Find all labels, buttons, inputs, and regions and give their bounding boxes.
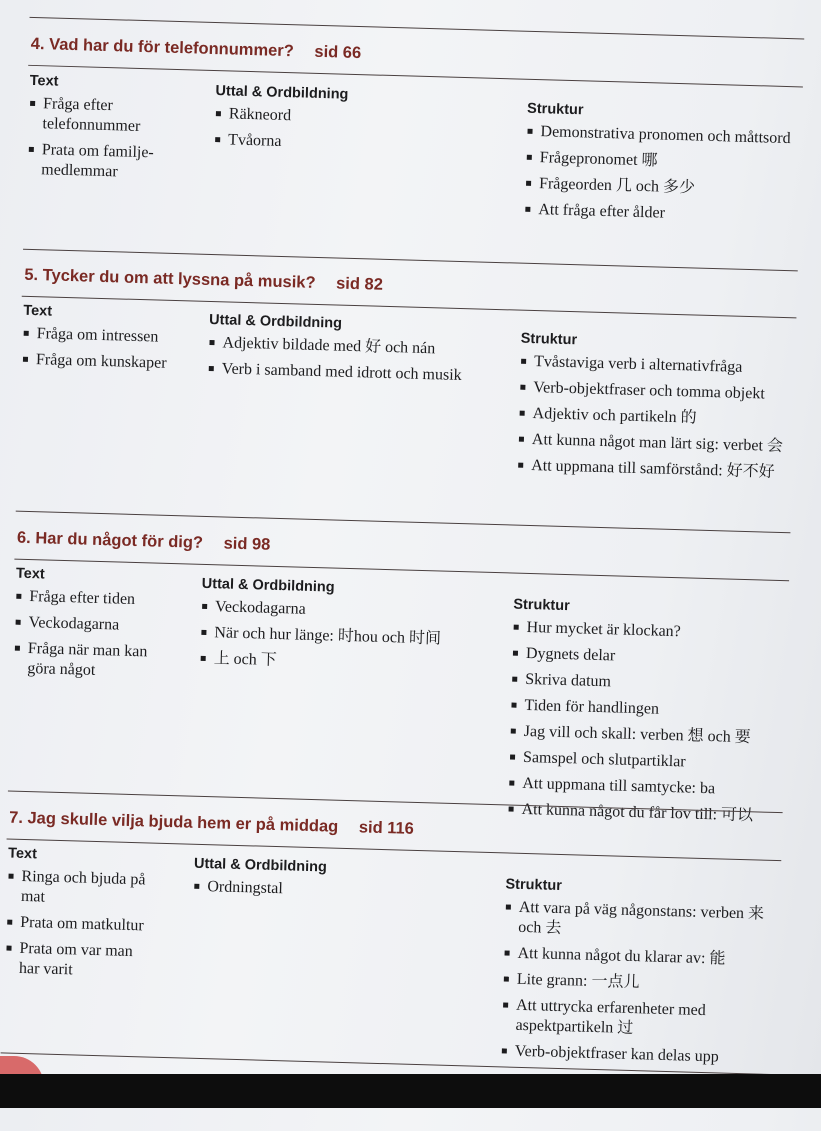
column-header: Uttal & Ordbildning bbox=[201, 575, 335, 596]
lesson-number: 4. bbox=[30, 34, 45, 54]
list-item: Räkneord bbox=[215, 104, 505, 132]
lesson-heading bbox=[24, 266, 383, 295]
lesson-title: Jag skulle vilja bjuda hem er på middag bbox=[27, 809, 339, 836]
list-item: Demonstrativa pronomen och måttsord bbox=[526, 122, 801, 150]
lesson-number: 6. bbox=[16, 528, 32, 548]
lesson-heading bbox=[9, 809, 414, 839]
column-header: Uttal & Ordbildning bbox=[193, 855, 328, 876]
list-item: Fråga om kunskaper bbox=[22, 350, 172, 374]
list-item: Att kunna något man lärt sig: verbet 会 bbox=[518, 430, 793, 458]
column-header: Struktur bbox=[505, 876, 563, 895]
list-item: Fråga efter tiden bbox=[15, 587, 165, 611]
section-rule bbox=[30, 17, 805, 40]
lesson-title: Tycker du om att lyssna på musik? bbox=[42, 266, 316, 292]
struktur-column bbox=[500, 876, 780, 1075]
list-item: Verb-objektfraser och tomma objekt bbox=[519, 378, 794, 406]
list-item: Jag vill och skall: verben 想 och 要 bbox=[509, 722, 784, 750]
text-column bbox=[27, 73, 180, 190]
column-header: Struktur bbox=[526, 100, 584, 119]
column-header: Text bbox=[23, 302, 53, 320]
lesson-page: sid 66 bbox=[314, 42, 362, 63]
list-item: Att kunna något du klarar av: 能 bbox=[503, 943, 778, 971]
bottom-edge bbox=[0, 1074, 821, 1108]
column-header: Text bbox=[7, 845, 38, 863]
section-rule bbox=[16, 511, 791, 534]
list-item: Fråga om intressen bbox=[22, 324, 172, 348]
list-item: Tvåstaviga verb i alternativfråga bbox=[520, 352, 795, 380]
list-item: Prata om var man har varit bbox=[5, 939, 156, 983]
list-item: Skriva datum bbox=[511, 670, 786, 698]
column-header: Uttal & Ordbildning bbox=[208, 311, 343, 332]
list-item: Fråga när man kan göra något bbox=[13, 639, 164, 683]
lesson-page: sid 82 bbox=[335, 274, 384, 294]
list-item: Att uppmana till samtycke: ba bbox=[508, 774, 783, 802]
list-item: Att kunna något du får lov till: 可以 bbox=[507, 799, 782, 827]
column-header: Struktur bbox=[520, 330, 578, 349]
list-item: Att uppmana till samförstånd: 好不好 bbox=[517, 456, 792, 484]
lesson-heading bbox=[17, 529, 271, 555]
uttal-column bbox=[214, 83, 506, 164]
lesson-heading bbox=[31, 35, 362, 63]
list-item: Ordningstal bbox=[193, 877, 483, 905]
lesson-page: sid 98 bbox=[223, 534, 271, 554]
list-item: Prata om matkultur bbox=[6, 913, 156, 937]
lesson-page: sid 116 bbox=[358, 818, 415, 838]
list-item: Frågeorden 几 och 多少 bbox=[525, 174, 800, 202]
list-item: Frågepronomet 哪 bbox=[526, 148, 801, 176]
list-item: Samspel och slutpartiklar bbox=[509, 748, 784, 776]
column-header: Text bbox=[29, 72, 59, 90]
list-item: När och hur länge: 时hou och 时间 bbox=[200, 623, 490, 651]
list-item: Ringa och bjuda på mat bbox=[7, 867, 158, 911]
list-item: Att uttrycka erfarenheter med aspektpartikeln 过 bbox=[501, 995, 777, 1043]
list-item: Veckodagarna bbox=[14, 613, 164, 637]
lesson-number: 5. bbox=[24, 265, 39, 285]
list-item: Adjektiv och partikeln 的 bbox=[518, 404, 793, 432]
list-item: Verb-objektfraser kan delas upp bbox=[501, 1041, 776, 1069]
list-item: Lite grann: 一点儿 bbox=[503, 969, 778, 997]
uttal-column bbox=[207, 312, 499, 393]
lesson-title: Har du något för dig? bbox=[35, 529, 204, 552]
text-column bbox=[5, 846, 159, 989]
column-header: Uttal & Ordbildning bbox=[215, 83, 349, 103]
list-item: Att fråga efter ålder bbox=[524, 200, 799, 228]
section-rule bbox=[23, 249, 798, 272]
list-item: Prata om familje-medlemmar bbox=[27, 140, 178, 184]
struktur-column bbox=[517, 331, 796, 490]
uttal-column bbox=[193, 856, 484, 911]
list-item: Veckodagarna bbox=[201, 597, 491, 625]
list-item: Hur mycket är klockan? bbox=[512, 618, 787, 646]
text-column bbox=[13, 566, 166, 689]
column-header: Struktur bbox=[513, 596, 570, 615]
list-item: Att vara på väg någonstans: verben 来 och 去 bbox=[504, 897, 780, 945]
list-item: Tvåorna bbox=[214, 130, 504, 158]
list-item: Dygnets delar bbox=[512, 644, 787, 672]
list-item: Fråga efter telefonnummer bbox=[28, 94, 179, 138]
lesson-title: Vad har du för telefonnummer? bbox=[48, 35, 295, 61]
uttal-column bbox=[199, 576, 492, 683]
list-item: Verb i samband med idrott och musik bbox=[208, 359, 498, 387]
list-item: Tiden för handlingen bbox=[510, 696, 785, 724]
column-header: Text bbox=[15, 565, 45, 583]
list-item: Adjektiv bildade med 好 och nán bbox=[208, 333, 498, 361]
lesson-5 bbox=[23, 241, 788, 481]
lesson-4 bbox=[29, 1, 795, 222]
lesson-number: 7. bbox=[8, 808, 24, 827]
struktur-column bbox=[507, 597, 788, 834]
struktur-column bbox=[524, 101, 802, 234]
list-item: 上 och 下 bbox=[199, 649, 489, 677]
text-column bbox=[22, 303, 174, 380]
